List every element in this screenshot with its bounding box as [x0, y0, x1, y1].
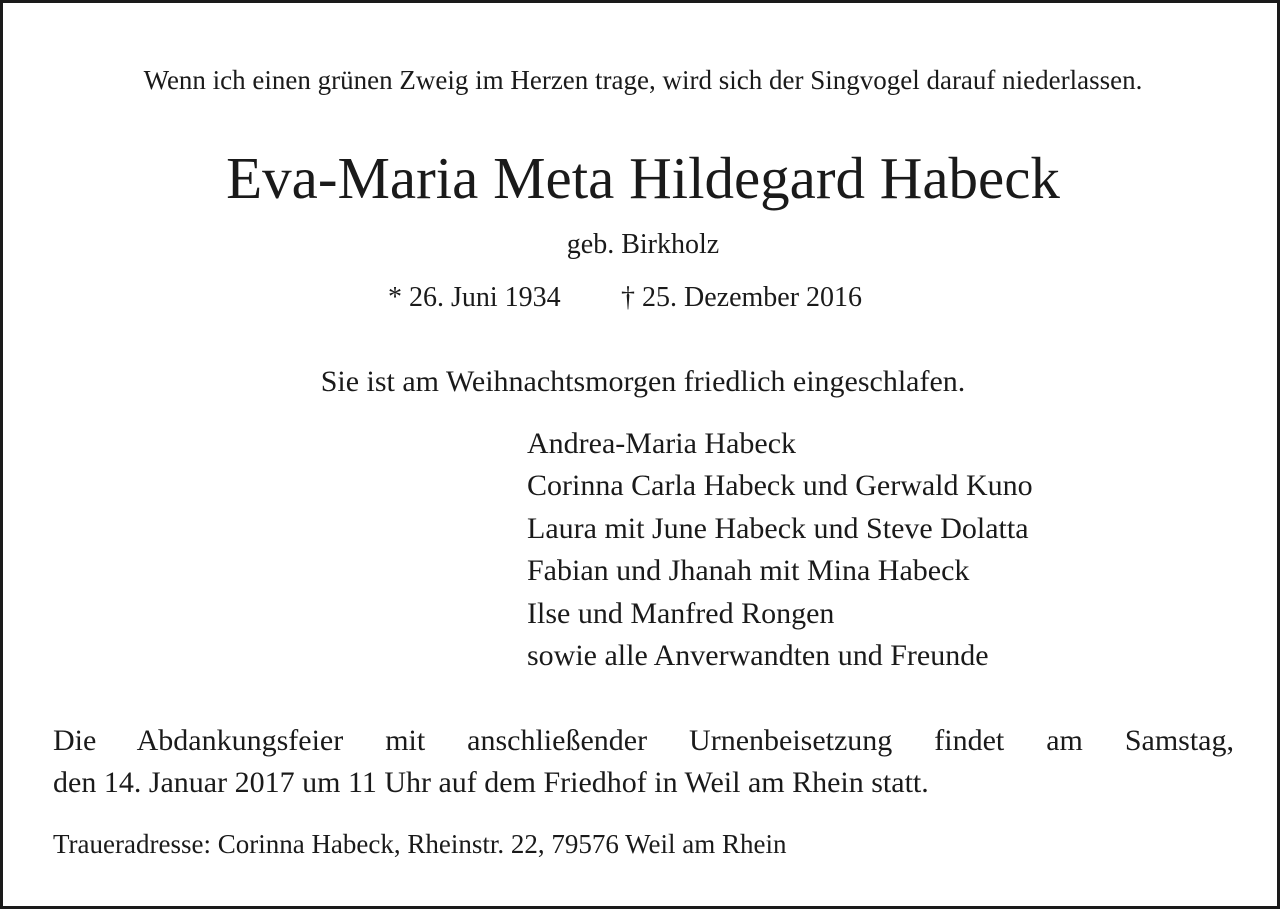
mourner-entry: Corinna Carla Habeck und Gerwald Kuno [527, 469, 1033, 503]
mourners-list [527, 427, 1033, 681]
birth-date: * 26. Juni 1934 [388, 282, 561, 313]
ceremony-line: den 14. Januar 2017 um 11 Uhr auf dem Friedhof in Weil am Rhein statt. [53, 766, 929, 799]
mourning-address: Traueradresse: Corinna Habeck, Rheinstr. 22, 79576 Weil am Rhein [53, 829, 787, 859]
mourner-entry: sowie alle Anverwandten und Freunde [527, 638, 989, 672]
ceremony-line: Die Abdankungsfeier mit anschließender Urnenbeisetzung findet am Samstag, [53, 724, 1234, 757]
mourner-entry: Ilse und Manfred Rongen [527, 596, 835, 630]
motto-quote: Wenn ich einen grünen Zweig im Herzen trage, wird sich der Singvogel darauf niederlassen. [143, 65, 1143, 95]
ceremony-announcement [53, 720, 1234, 804]
mourner-entry: Laura mit June Habeck und Steve Dolatta [527, 511, 1029, 545]
death-notice-text: Sie ist am Weihnachtsmorgen friedlich eingeschlafen. [320, 365, 966, 398]
mourner-entry: Andrea-Maria Habeck [527, 427, 797, 460]
deceased-name: Eva-Maria Meta Hildegard Habeck [226, 145, 1060, 211]
death-date: † 25. Dezember 2016 [621, 282, 863, 313]
mourner-entry: Fabian und Jhanah mit Mina Habeck [527, 554, 970, 588]
birth-name: geb. Birkholz [566, 229, 720, 260]
